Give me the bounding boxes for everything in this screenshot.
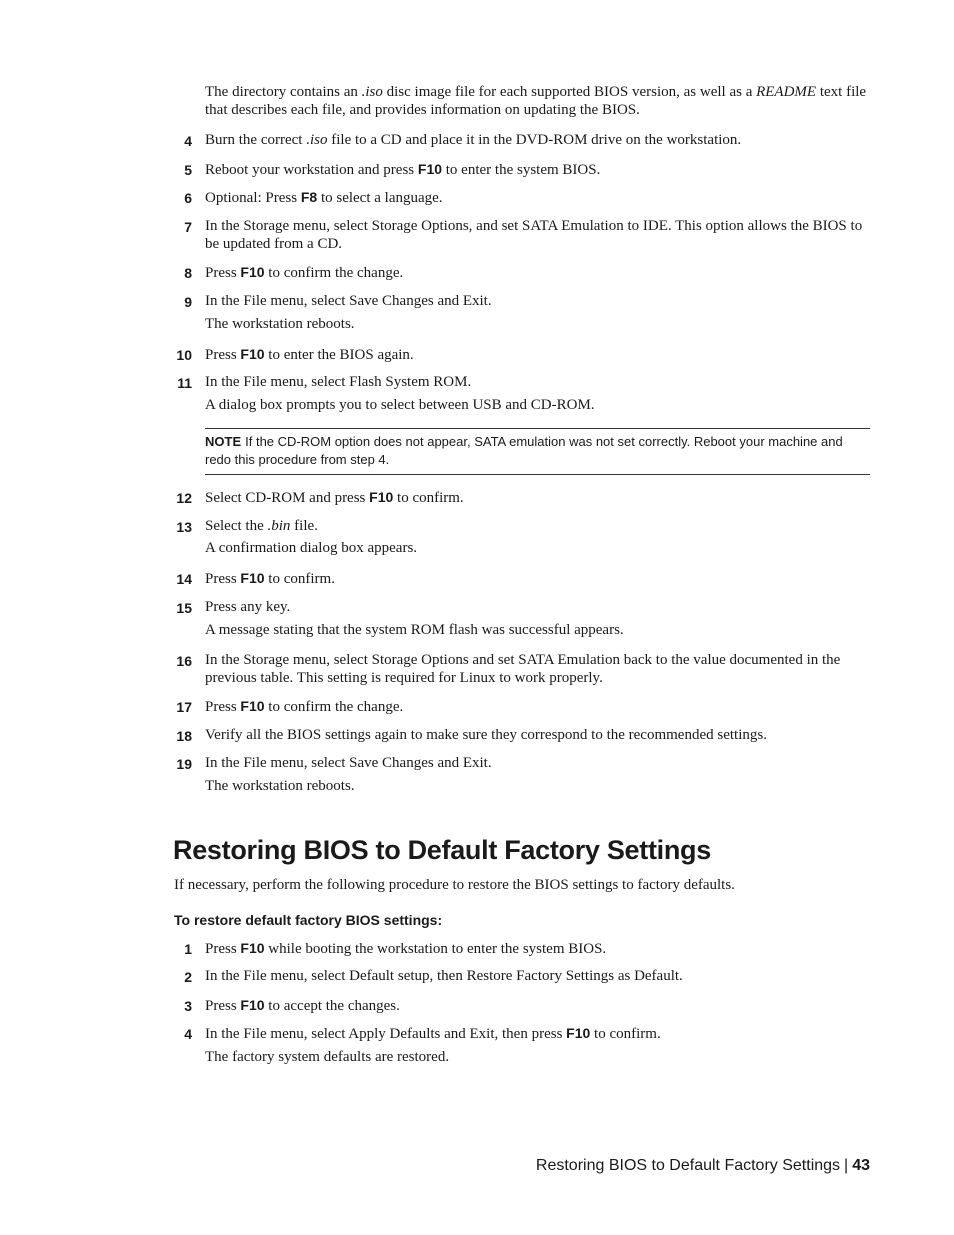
step-number: 15	[176, 600, 192, 616]
step-14	[170, 569, 874, 588]
step-number: 1	[184, 941, 192, 957]
key-label: F10	[417, 161, 443, 177]
key-label: F8	[300, 189, 318, 205]
step-text: In the Storage menu, select Storage Options and set SATA Emulation back to the value documented in the previous table. This setting is required for Linux to work properly.	[205, 652, 841, 686]
step-text: Press F10 to accept the changes.	[205, 997, 400, 1014]
key-label: F10	[240, 264, 265, 280]
step-number: 7	[184, 219, 192, 235]
step-number: 2	[184, 969, 192, 985]
step-5	[170, 160, 874, 179]
step-number: 9	[184, 294, 192, 310]
key-label: F10	[240, 940, 265, 956]
step-text: In the File menu, select Apply Defaults and Exit, then press F10 to confirm.	[205, 1025, 661, 1042]
step-10	[170, 345, 874, 364]
step-text: Press F10 to enter the BIOS again.	[205, 346, 414, 363]
step-6	[170, 188, 874, 207]
step-number: 10	[176, 347, 192, 363]
section-lead: If necessary, perform the following procedure to restore the BIOS settings to factory defaults.	[174, 877, 735, 893]
step-result: The workstation reboots.	[205, 778, 355, 794]
step-17	[170, 697, 874, 716]
key-label: F10	[369, 489, 394, 505]
note-label: NOTE	[205, 434, 242, 449]
step-number: 8	[184, 265, 192, 281]
step-13	[170, 517, 874, 557]
step-text: In the File menu, select Save Changes and Exit.	[205, 755, 492, 771]
step-result: The factory system defaults are restored.	[205, 1049, 450, 1065]
step-number: 12	[176, 490, 192, 506]
restore-step-3	[170, 996, 874, 1015]
step-text: Press any key.	[205, 599, 291, 615]
footer-title: Restoring BIOS to Default Factory Settings	[535, 1157, 841, 1174]
footer-separator: |	[844, 1157, 849, 1174]
step-8	[170, 263, 874, 282]
key-label: F10	[240, 570, 265, 586]
step-number: 6	[184, 190, 192, 206]
note-box	[205, 428, 870, 475]
step-number: 4	[184, 133, 192, 149]
step-7	[170, 217, 874, 253]
step-16	[170, 651, 874, 687]
step-text: Optional: Press F8 to select a language.	[205, 189, 443, 206]
section-heading: Restoring BIOS to Default Factory Settings	[173, 835, 711, 865]
intro-paragraph: The directory contains an .iso disc image file for each supported BIOS version, as well as a README text file that describes each file, and provides information on updating the BIOS.	[205, 84, 867, 118]
step-text: Press F10 while booting the workstation to enter the system BIOS.	[205, 940, 607, 957]
step-text: In the File menu, select Save Changes and Exit.	[205, 293, 492, 309]
step-number: 4	[184, 1026, 192, 1042]
step-number: 14	[176, 571, 192, 587]
step-12	[170, 488, 874, 507]
key-label: F10	[240, 346, 265, 362]
key-label: F10	[566, 1025, 591, 1041]
note-text: If the CD-ROM option does not appear, SATA emulation was not set correctly. Reboot your machine and redo this procedure from step 4.	[205, 434, 843, 467]
step-19	[170, 754, 874, 795]
step-text: In the File menu, select Flash System ROM.	[205, 374, 472, 390]
step-text: In the Storage menu, select Storage Options, and set SATA Emulation to IDE. This option allows the BIOS to be updated from a CD.	[205, 218, 863, 252]
step-9	[170, 292, 874, 333]
step-11	[170, 373, 874, 414]
key-label: F10	[240, 997, 265, 1013]
restore-step-1	[170, 939, 874, 958]
step-text: Reboot your workstation and press F10 to enter the system BIOS.	[205, 161, 601, 178]
step-4	[170, 131, 874, 149]
step-number: 11	[177, 375, 192, 391]
step-result: A dialog box prompts you to select between USB and CD-ROM.	[205, 397, 595, 413]
restore-step-2	[170, 967, 874, 985]
step-number: 13	[176, 519, 192, 535]
step-number: 5	[184, 162, 192, 178]
key-label: F10	[240, 698, 265, 714]
step-result: A confirmation dialog box appears.	[205, 540, 418, 556]
step-number: 17	[176, 699, 192, 715]
step-number: 16	[176, 653, 192, 669]
step-number: 19	[176, 756, 192, 772]
page-footer	[536, 1156, 870, 1176]
step-number: 18	[176, 728, 192, 744]
step-text: Burn the correct .iso file to a CD and place it in the DVD-ROM drive on the workstation.	[205, 132, 742, 148]
step-text: In the File menu, select Default setup, then Restore Factory Settings as Default.	[205, 968, 683, 984]
step-text: Verify all the BIOS settings again to make sure they correspond to the recommended settings.	[205, 727, 767, 743]
step-text: Press F10 to confirm the change.	[205, 698, 404, 715]
step-text: Select the .bin file.	[205, 518, 318, 534]
step-result: A message stating that the system ROM flash was successful appears.	[205, 622, 624, 638]
step-text: Press F10 to confirm the change.	[205, 264, 404, 281]
step-text: Press F10 to confirm.	[205, 570, 335, 587]
restore-step-4	[170, 1024, 874, 1066]
step-result: The workstation reboots.	[205, 316, 355, 332]
step-text: Select CD-ROM and press F10 to confirm.	[205, 489, 464, 506]
step-18	[170, 726, 874, 744]
step-15	[170, 598, 874, 639]
step-number: 3	[184, 998, 192, 1014]
page-number: 43	[852, 1157, 870, 1174]
procedure-title: To restore default factory BIOS settings:	[174, 912, 443, 928]
